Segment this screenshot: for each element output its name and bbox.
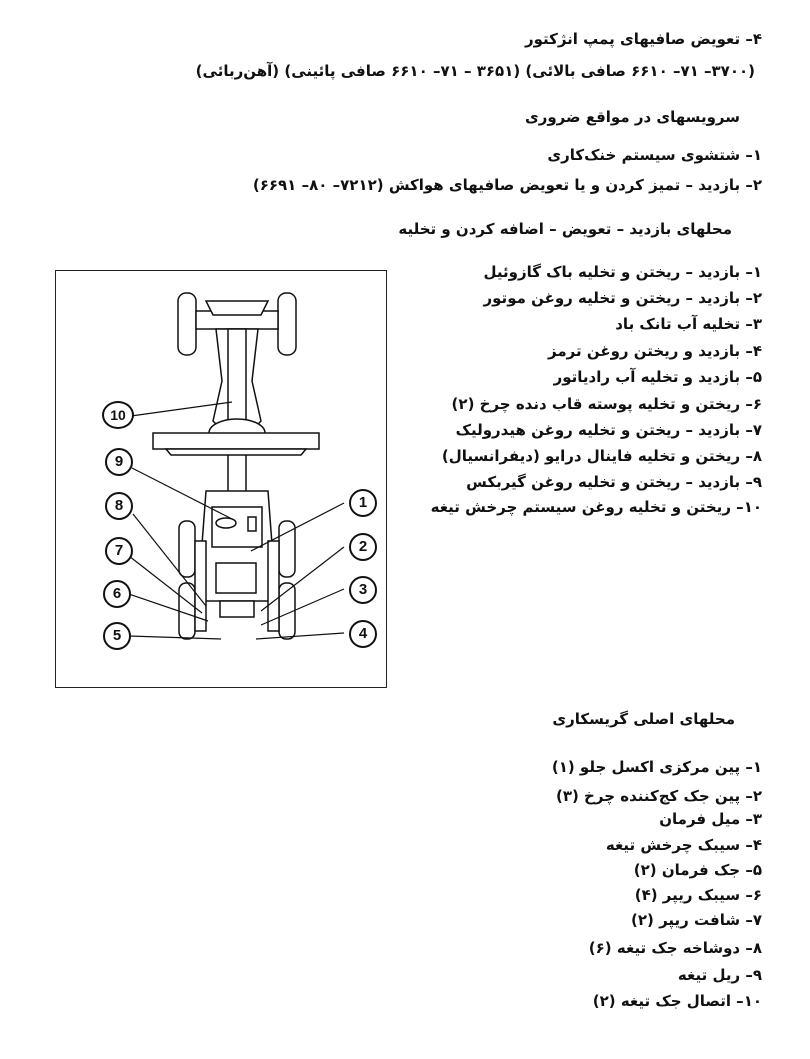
section-grease-heading: محلهای اصلی گریسکاری (552, 710, 735, 728)
location-item-3: ۳– تخلیه آب تانک باد (615, 315, 762, 333)
callout-1: 1 (349, 489, 377, 517)
grease-item-3: ۳– میل فرمان (659, 810, 762, 828)
item4-line2: (۳۷۰۰– ۷۱– ۶۶۱۰ صافی بالائی) (۳۶۵۱ – ۷۱– ۶۶۱۰ صافی پائینی) (آهن‌ربائی) (195, 62, 755, 80)
grader-diagram (55, 270, 387, 688)
grease-item-4: ۴– سیبک چرخش تیغه (605, 836, 762, 854)
callout-5: 5 (103, 622, 131, 650)
front-left-wheel (178, 293, 196, 355)
front-right-wheel (278, 293, 296, 355)
grease-item-10: ۱۰– اتصال جک تیغه (۲) (592, 992, 762, 1010)
callout-8: 8 (105, 492, 133, 520)
rear-bumper (220, 601, 254, 617)
section-locations-heading: محلهای بازدید – تعویض – اضافه کردن و تخلیه (398, 220, 732, 238)
blade (153, 433, 319, 449)
grease-item-7: ۷– شافت ریپر (۲) (631, 911, 762, 929)
callout-3: 3 (349, 576, 377, 604)
location-item-9: ۹– بازدید – ریختن و تخلیه روغن گیربکس (466, 473, 762, 491)
location-item-5: ۵– بازدید و تخلیه آب رادیاتور (553, 368, 762, 386)
callout-6: 6 (103, 580, 131, 608)
callout-9: 9 (105, 448, 133, 476)
transmission (216, 563, 256, 593)
grader-drawing (56, 271, 386, 687)
grease-item-2: ۲– پین جک کج‌کننده چرخ (۳) (555, 787, 762, 805)
location-item-4: ۴– بازدید و ریختن روغن ترمز (548, 342, 762, 360)
grease-item-9: ۹– ریل تیغه (677, 966, 762, 984)
callout-2: 2 (349, 533, 377, 561)
necessary-item-2: ۲– بازدید – تمیز کردن و یا تعویض صافیهای هواکش (۷۲۱۲– ۸۰– ۶۶۹۱) (252, 176, 762, 194)
rear-left-wheel-1 (179, 521, 195, 577)
location-item-6: ۶– ریختن و تخلیه پوسته قاب دنده چرخ (۲) (451, 395, 762, 413)
grease-item-8: ۸– دوشاخه جک تیغه (۶) (588, 939, 762, 957)
location-item-1: ۱– بازدید – ریختن و تخلیه باک گازوئیل (483, 263, 762, 281)
grease-item-6: ۶– سیبک ریپر (۴) (634, 886, 762, 904)
location-item-8: ۸– ریختن و تخلیه فاینال درایو (دیفرانسیال) (441, 447, 762, 465)
rear-left-wheel-2 (179, 583, 195, 639)
necessary-item-1: ۱– شتشوی سیستم خنک‌کاری (547, 146, 762, 164)
location-item-10: ۱۰– ریختن و تخلیه روغن سیستم چرخش تیغه (430, 498, 762, 516)
grease-item-1: ۱– پین مرکزی اکسل جلو (۱) (551, 758, 762, 776)
callout-4: 4 (349, 620, 377, 648)
location-item-7: ۷– بازدید – ریختن و تخلیه روغن هیدرولیک (455, 421, 762, 439)
callout-10: 10 (102, 401, 134, 429)
grease-item-5: ۵– جک فرمان (۲) (633, 861, 762, 879)
callout-7: 7 (105, 537, 133, 565)
section-necessary-heading: سرویسهای در مواقع ضروری (524, 108, 740, 126)
location-item-2: ۲– بازدید – ریختن و تخلیه روغن موتور (483, 289, 762, 307)
item4-line1: ۴– تعویض صافیهای پمپ انژکتور (524, 30, 762, 48)
